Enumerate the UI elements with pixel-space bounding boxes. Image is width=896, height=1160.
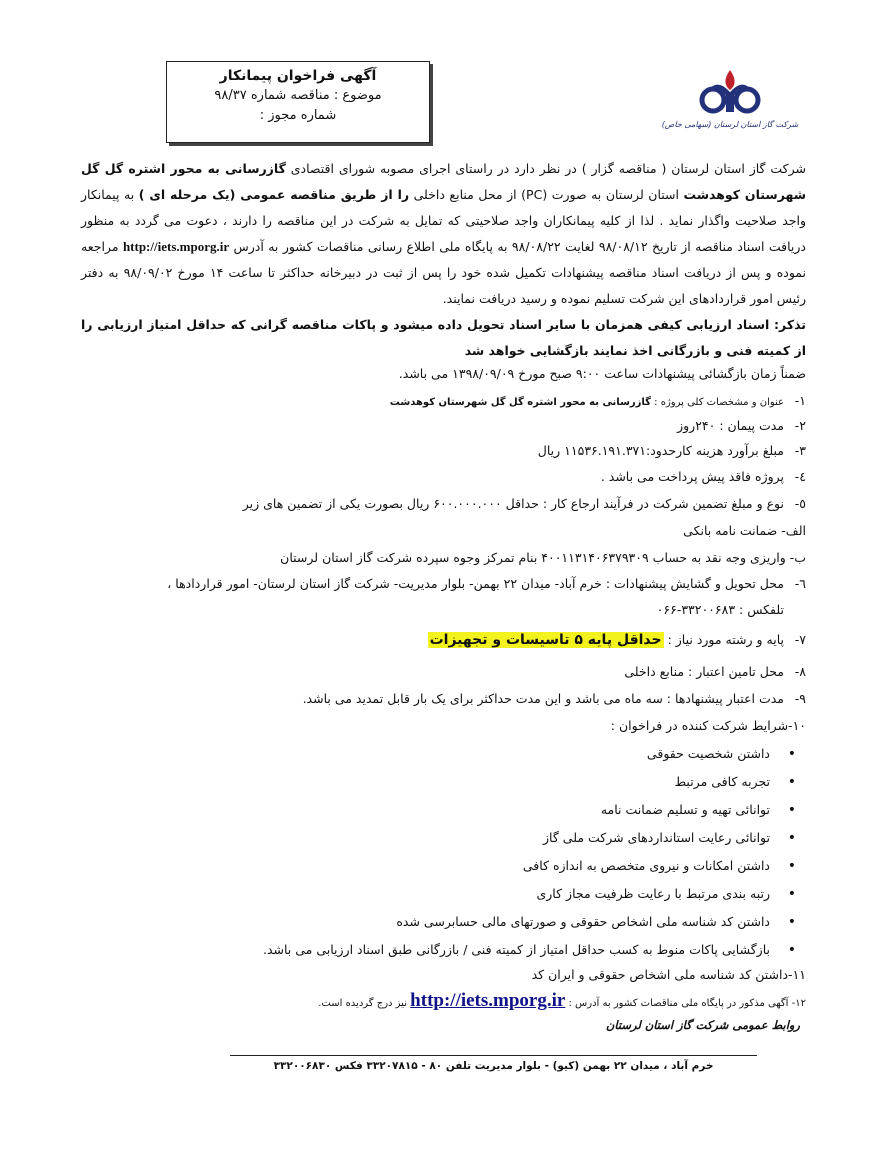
gas-flame-logo-icon [695, 66, 765, 116]
list-item: •بازگشایی پاکات منوط به کسب حداقل امتیاز از کمیته فنی / بازرگانی طبق اسناد ارزیابی می باشد. [262, 942, 796, 958]
announcement-header-box [166, 61, 430, 143]
bullet-text: بازگشایی پاکات منوط به کسب حداقل امتیاز از کمیته فنی / بازرگانی طبق اسناد ارزیابی می باشد. [262, 942, 770, 957]
tender-type: را از طریق مناقصه عمومی (یک مرحله ای ) [138, 187, 410, 202]
item-11: ۱۱-داشتن کد شناسه ملی اشخاص حقوقی و ایران کد [531, 967, 806, 982]
item-3 [86, 443, 806, 458]
list-item: •توانائی تهیه و تسلیم ضمانت نامه [600, 802, 796, 818]
item-number: ۱- [794, 393, 806, 408]
item-1-value: گازرسانی به محور اشتره گل گل شهرستان کوهدشت [389, 397, 651, 408]
item-9 [86, 691, 806, 706]
intro-text-4: مراجعه نموده و پس از دریافت اسناد مناقصه پیشنهادات تکمیل شده خود را پس از ثبت در دبیرخانه حداکثر تا ساعت ۱۴ مورخ ۹۸/۰۹/۰۲ به دفتر رئیس امور قراردادهای این شرکت تسلیم نموده و رسید دریافت نمایند. [81, 239, 806, 306]
item-12-label: ۱۲- آگهی مذکور در پایگاه ملی مناقصات کشور به آدرس : [565, 998, 806, 1009]
intro-paragraph [81, 156, 806, 312]
item-1-label: عنوان و مشخصات کلی پروژه : [650, 397, 784, 408]
opening-date-line: ضمناً زمان بازگشائی پیشنهادات ساعت ۹:۰۰ صبح مورخ ۱۳۹۸/۰۹/۰۹ می باشد. [398, 366, 806, 381]
item-3-text: مبلغ برآورد هزینه کارحدود:۱۱۵۳۶.۱۹۱.۳۷۱ ریال [537, 443, 784, 458]
public-relations-signature: روابط عمومی شرکت گاز استان لرستان [605, 1018, 800, 1032]
list-item: •داشتن شخصیت حقوقی [646, 746, 796, 762]
list-item: •داشتن امکانات و نیروی متخصص به اندازه کافی [522, 858, 796, 874]
bullet-text: رتبه بندی مرتبط با رعایت ظرفیت مجاز کاری [536, 886, 770, 901]
tender-portal-link[interactable]: http://iets.mporg.ir [122, 239, 230, 254]
bullet-text: تجربه کافی مرتبط [674, 774, 770, 789]
item-8 [86, 664, 806, 679]
item-6 [86, 576, 806, 591]
bullet-text: توانائی تهیه و تسلیم ضمانت نامه [600, 802, 770, 817]
item-number: ٥- [794, 496, 806, 511]
item-12-tail: نیز درج گردیده است. [318, 998, 411, 1009]
announcement-title: آگهی فراخوان پیمانکار [219, 68, 377, 84]
item-5-text: نوع و مبلغ تضمین شرکت در فرآیند ارجاع کار : حداقل ۶۰۰.۰۰۰.۰۰۰ ریال بصورت یکی از تضمین های زیر [242, 496, 784, 511]
item-5-option-a: الف- ضمانت نامه بانکی [683, 523, 806, 538]
item-6-text: محل تحویل و گشایش پیشنهادات : خرم آباد- میدان ۲۲ بهمن- بلوار مدیریت- شرکت گاز استان لرستان- امور قراردادها ، [167, 576, 784, 591]
item-1 [86, 393, 806, 408]
item-10: ۱۰-شرایط شرکت کننده در فراخوان : [610, 718, 806, 733]
list-item: •داشتن کد شناسه ملی اشخاص حقوقی و صورتهای مالی حسابرسی شده [396, 914, 796, 930]
note-paragraph: تذکر: اسناد ارزیابی کیفی همزمان با سایر اسناد تحویل داده میشود و پاکات مناقصه گرانی که حداقل امتیاز ارزیابی را از کمیته فنی و بازرگانی اخذ نمایند بازگشایی خواهد شد [81, 317, 806, 358]
item-6-telefax: تلفکس : ۳۳۲۰۰۶۸۳-۰۶۶ [656, 602, 784, 617]
bullet-text: توانائی رعایت استانداردهای شرکت ملی گاز [543, 830, 770, 845]
footer-address: خرم آباد ، میدان ۲۲ بهمن (کیو) - بلوار مدیریت تلفن ۸۰ - ۳۳۲۰۷۸۱۵ فکس ۳۳۲۰۰۶۸۳۰ [273, 1060, 714, 1072]
intro-text-3: به پیمانکار واجد صلاحیت واگذار نماید . لذا از کلیه پیمانکاران واجد صلاحیتی که تمایل به شرکت در این مناقصه را دارند ، دعوت می گردد به منظور دریافت اسناد مناقصه از تاریخ ۹۸/۰۸/۱۲ لغایت ۹۸/۰۸/۲۲ به پایگاه ملی اطلاع رسانی مناقصات کشور به آدرس [81, 187, 807, 254]
item-number: ۸- [794, 664, 806, 679]
item-4 [86, 469, 806, 484]
bullet-text: داشتن امکانات و نیروی متخصص به اندازه کافی [522, 858, 770, 873]
item-5 [86, 496, 806, 511]
intro-text-2: استان لرستان به صورت (PC) از محل منابع داخلی [409, 187, 684, 202]
bullet-text: داشتن شخصیت حقوقی [646, 746, 770, 761]
item-7 [86, 632, 806, 648]
item-number: ۹- [794, 691, 806, 706]
item-number: ۷- [794, 632, 806, 647]
item-7-label: پایه و رشته مورد نیاز : [663, 632, 784, 647]
item-12 [86, 990, 806, 1012]
item-5-option-b: ب- واریزی وجه نقد به حساب ۴۰۰۱۱۳۱۴۰۶۳۷۹۳۰۹ بنام تمرکز وجوه سپرده شرکت گاز استان لرستان [280, 550, 806, 565]
list-item: •رتبه بندی مرتبط با رعایت ظرفیت مجاز کاری [536, 886, 796, 902]
item-9-text: مدت اعتبار پیشنهادها : سه ماه می باشد و این مدت حداکثر برای یک بار قابل تمدید می باشد. [302, 691, 784, 706]
footer-divider [230, 1055, 757, 1056]
item-number: ٤- [794, 469, 806, 484]
item-number: ٦- [794, 576, 806, 591]
bullet-text: داشتن کد شناسه ملی اشخاص حقوقی و صورتهای مالی حسابرسی شده [396, 914, 770, 929]
company-logo [660, 66, 800, 146]
item-2-text: مدت پیمان : ۲۴۰روز [677, 418, 784, 433]
required-grade-highlight: حداقل پایه ۵ تاسیسات و تجهیزات [429, 632, 662, 648]
item-4-text: پروژه فاقد پیش پرداخت می باشد . [600, 469, 784, 484]
item-8-text: محل تامین اعتبار : منابع داخلی [624, 664, 784, 679]
intro-text-1: شرکت گاز استان لرستان ( مناقصه گزار ) در نظر دارد در راستای اجرای مصوبه شورای اقتصادی [285, 161, 806, 176]
item-2 [86, 418, 806, 433]
list-item: •توانائی رعایت استانداردهای شرکت ملی گاز [543, 830, 796, 846]
project-name: گازرسانی به محور اشتره گل گل شهرستان کوهدشت [81, 161, 807, 202]
tender-portal-link-large[interactable]: http://iets.mporg.ir [410, 990, 566, 1011]
tender-subject: موضوع : مناقصه شماره ۹۸/۳۷ [214, 88, 382, 103]
item-number: ۳- [794, 443, 806, 458]
permit-number: شماره مجوز : [259, 108, 337, 123]
logo-caption: شرکت گاز استان لرستان (سهامی خاص) [661, 120, 799, 129]
list-item: •تجربه کافی مرتبط [674, 774, 796, 790]
item-number: ۲- [794, 418, 806, 433]
